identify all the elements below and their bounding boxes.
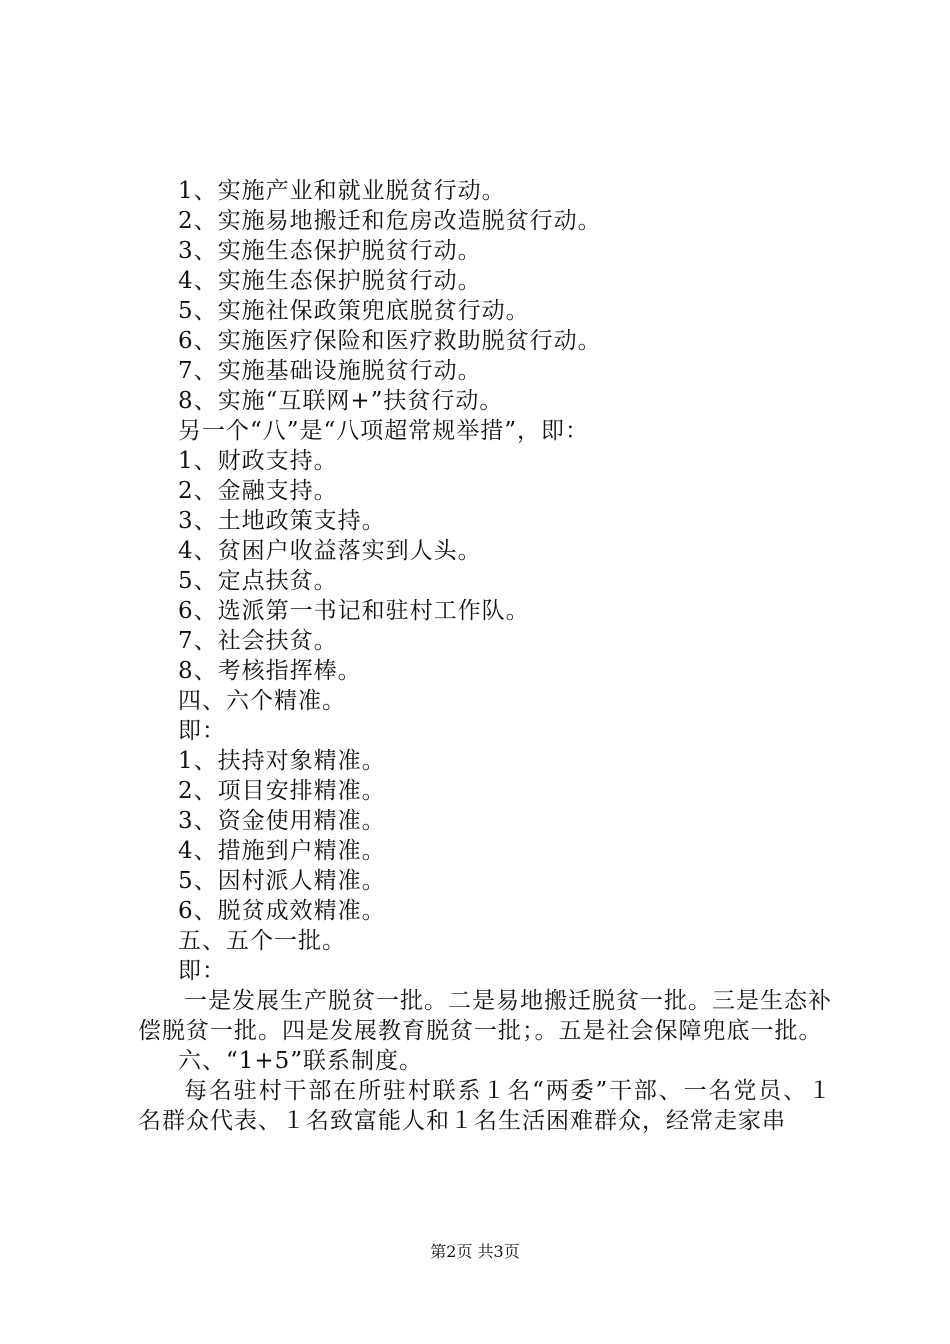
section-intro: 即： [178,718,226,744]
list-item: 7、实施基础设施脱贫行动。 [178,358,482,384]
list-item: 1、财政支持。 [178,448,338,474]
list-item: 8、考核指挥棒。 [178,658,362,684]
paragraph-contact-system: 每名驻村干部在所驻村联系１名“两委”干部、一名党员、１名群众代表、１名致富能人和１名生活困难群众，经常走家串 [138,1078,832,1134]
list-item: 1、扶持对象精准。 [178,748,386,774]
list-item: 5、因村派人精准。 [178,868,386,894]
list-item: 5、定点扶贫。 [178,568,338,594]
list-item: 4、措施到户精准。 [178,838,386,864]
list-item: 1、实施产业和就业脱贫行动。 [178,178,506,204]
page-footer: 第2页 共3页 [430,1242,520,1261]
list-item: 2、项目安排精准。 [178,778,386,804]
list-item: 6、脱贫成效精准。 [178,898,386,924]
list-item: 7、社会扶贫。 [178,628,338,654]
section-intro: 即： [178,958,226,984]
paragraph-five-batches: 一是发展生产脱贫一批。二是易地搬迁脱贫一批。三是生态补偿脱贫一批。四是发展教育脱贫一批；。五是社会保障兜底一批。 [138,988,832,1044]
list-item: 2、实施易地搬迁和危房改造脱贫行动。 [178,208,602,234]
list-item: 6、实施医疗保险和医疗救助脱贫行动。 [178,328,602,354]
list-item: 5、实施社保政策兜底脱贫行动。 [178,298,530,324]
section-heading: 四、六个精准。 [178,688,346,714]
list-item: 3、实施生态保护脱贫行动。 [178,238,482,264]
document-body [138,176,838,1136]
list-item: 3、土地政策支持。 [178,508,386,534]
list-item: 2、金融支持。 [178,478,338,504]
section-heading: 六、“1+5”联系制度。 [178,1048,424,1074]
list-item: 4、实施生态保护脱贫行动。 [178,268,482,294]
section-heading: 五、五个一批。 [178,928,346,954]
section-intro: 另一个“八”是“八项超常规举措”，即： [178,418,590,444]
list-item: 4、贫困户收益落实到人头。 [178,538,482,564]
list-item: 6、选派第一书记和驻村工作队。 [178,598,530,624]
list-item: 8、实施“互联网+”扶贫行动。 [178,388,504,414]
list-item: 3、资金使用精准。 [178,808,386,834]
